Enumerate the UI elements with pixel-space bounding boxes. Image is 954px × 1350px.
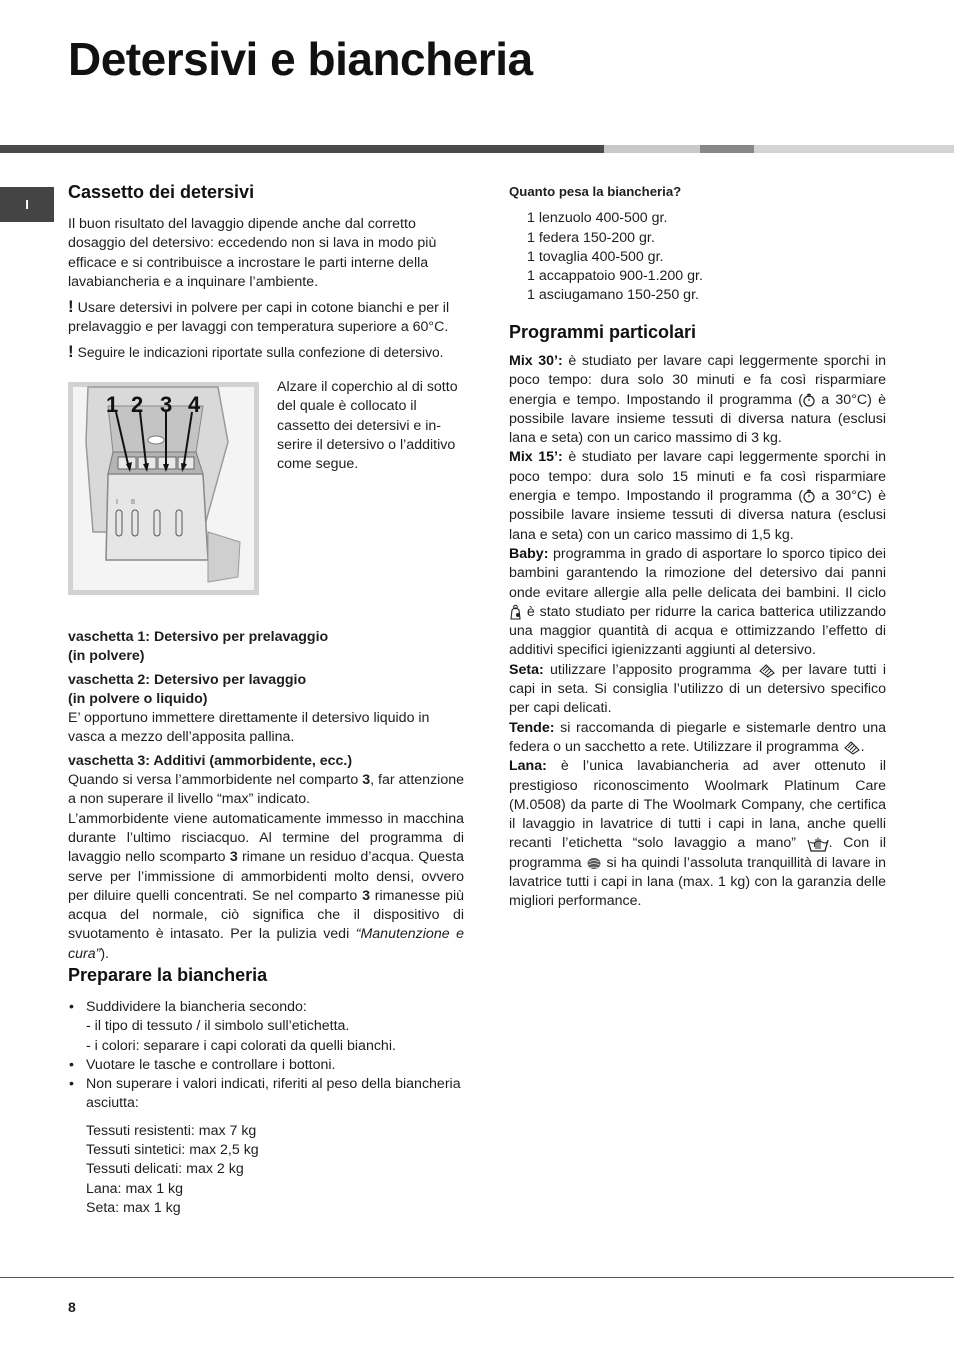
page-title: Detersivi e biancheria bbox=[68, 33, 533, 85]
limit-item: Tessuti resistenti: max 7 kg bbox=[86, 1122, 257, 1139]
compartment-1-title-b: (in polvere) bbox=[68, 648, 145, 665]
prepare-section bbox=[68, 965, 464, 1218]
limit-item: Lana: max 1 kg bbox=[86, 1180, 184, 1197]
mix-program-icon bbox=[803, 489, 815, 503]
language-tab: I bbox=[0, 187, 54, 222]
comp3-text-b: , far attenzione a non superare il livello “max” indicato. bbox=[68, 772, 464, 808]
seta-text-b: per lavare tutti i capi in seta. Si consiglia l’utilizzo di un detersivo specifico per capi delicati. bbox=[509, 661, 886, 717]
mix30-label: Mix 30’: bbox=[509, 353, 563, 369]
seta-label: Seta: bbox=[509, 661, 544, 678]
tende-text-a: si raccomanda di piegarle e sistemarle dentro una federa o un sacchetto a rete. Utilizzare il programma bbox=[509, 719, 886, 755]
mix15-label: Mix 15’: bbox=[509, 449, 563, 466]
drawer-intro: Il buon risultato del lavaggio dipende anche dal corretto dosaggio del detersivo: eccedendo non si lava in modo più efficace e si contribuisce a incrostare le parti interne della lavabiancheria e a inquinare l’ambiente. bbox=[68, 216, 437, 290]
bullet-3-text: Non superare i valori indicati, riferiti al peso della biancheria asciutta: bbox=[86, 1076, 461, 1112]
programs-heading: Programmi particolari bbox=[509, 322, 697, 342]
prepare-sub-2: - i colori: separare i capi colorati da quelli bianchi. bbox=[86, 1037, 396, 1054]
comp3-num: 3 bbox=[362, 772, 371, 789]
program-seta bbox=[509, 661, 886, 719]
baby-label: Baby: bbox=[509, 545, 549, 562]
weights-list bbox=[509, 209, 889, 305]
figure-label-3: 3 bbox=[160, 392, 173, 417]
limit-item: Tessuti delicati: max 2 kg bbox=[86, 1161, 244, 1178]
compartment-1-title-a: vaschetta 1: Detersivo per prelavaggio bbox=[68, 629, 329, 645]
baby-text-a: programma in grado di asportare lo sporco tipico dei bambini garantendo la rimozione del detersivo dai panni onde evitare allergie alla pelle delicata dei bambini. Il ciclo bbox=[509, 545, 886, 601]
comp3-num: 3 bbox=[229, 849, 238, 866]
compartment-3-text-2 bbox=[68, 810, 464, 964]
bullet-1-text: Suddividere la biancheria secondo: bbox=[86, 999, 307, 1015]
compartment-2-title-b: (in polvere o liquido) bbox=[68, 690, 208, 707]
program-mix15 bbox=[509, 448, 886, 544]
warning-icon: ! bbox=[68, 297, 74, 317]
mix15-text-b: a 30°C) è possibile lavare insieme tessuti di diversa natura (esclusi lana e seta) con un carico massimo di 1,5 kg. bbox=[509, 488, 887, 543]
tende-text-b: . bbox=[860, 738, 865, 755]
tende-label: Tende: bbox=[509, 719, 555, 736]
weight-item: 1 tovaglia 400-500 gr. bbox=[527, 248, 664, 265]
prepare-bullet-2 bbox=[68, 1056, 464, 1075]
mix30-text-b: a 30°C) è possibile lavare insieme tessuti di diversa natura (esclusi lana e seta) con un carico massimo di 3 kg. bbox=[509, 391, 887, 447]
limit-item: Seta: max 1 kg bbox=[86, 1199, 181, 1216]
compartment-2-text: E’ opportuno immettere direttamente il detersivo liquido in vasca a mezzo dell’apposita pallina. bbox=[68, 710, 430, 746]
weight-item: 1 accappatoio 900-1.200 gr. bbox=[527, 268, 703, 285]
compartments bbox=[68, 628, 464, 964]
prepare-heading: Preparare la biancheria bbox=[68, 965, 268, 985]
lana-text-b: . Con il programma bbox=[509, 835, 886, 871]
footer-rule bbox=[0, 1277, 954, 1278]
prepare-bullet-1 bbox=[68, 998, 464, 1017]
comp3-text-a: Quando si versa l’ammorbidente nel comparto bbox=[68, 772, 363, 789]
drawer-heading: Cassetto dei detersivi bbox=[68, 182, 255, 202]
baby-program-icon bbox=[509, 604, 522, 620]
comp3-text-d: rimane un residuo d’acqua. Questa serve per l’immissione di ammorbidenti molto densi, ovvero per diluire quelli concentrati. Se nel comparto bbox=[68, 849, 464, 904]
header-bar-mid bbox=[700, 145, 754, 153]
mix30-text-a: è studiato per lavare capi leggermente sporchi in poco tempo: dura solo 30 minuti e fa così risparmiare energia e tempo. Impostando il programma ( bbox=[509, 353, 887, 408]
lana-text-a: è l’unica lavabiancheria ad aver ottenuto il prestigioso riconoscimento Woolmark Platinum Care (M.0508) da parte di The Woolmark Company, che certifica il lavaggio in lavatrice di tutti i capi in lana, anche quelli recanti l’etichetta “solo lavaggio a mano” bbox=[509, 758, 886, 852]
header-bar-light-end bbox=[754, 145, 954, 153]
drawer-figure bbox=[68, 382, 259, 595]
figure-label-4: 4 bbox=[188, 392, 201, 417]
drawer-section bbox=[68, 182, 464, 362]
figure-label-1: 1 bbox=[106, 392, 119, 417]
bullet-2-text: Vuotare le tasche e controllare i bottoni. bbox=[86, 1056, 336, 1073]
header-bar-dark bbox=[0, 145, 604, 153]
prepare-list bbox=[68, 998, 464, 1017]
drawer-warning-2 bbox=[68, 342, 464, 362]
baby-text-b: è stato studiato per ridurre la carica batterica utilizzando una maggior quantità di acqua e ottimizzando l’effetto di additivi specifici igienizzanti aggiunti al detersivo. bbox=[509, 603, 886, 659]
prepare-list-2 bbox=[68, 1056, 464, 1114]
programs-section bbox=[509, 322, 886, 912]
program-tende bbox=[509, 719, 886, 758]
weight-limits bbox=[68, 1122, 464, 1218]
mix15-text-a: è studiato per lavare capi leggermente sporchi in poco tempo: dura solo 15 minuti e fa così risparmiare energia e tempo. Impostando il programma ( bbox=[509, 449, 887, 505]
limit-item: Tessuti sintetici: max 2,5 kg bbox=[86, 1142, 259, 1159]
lana-text-c: si ha quindi l’assoluta tranquillità di lavare in lavatrice tutti i capi in lana (max. 1 kg) con la garanzia delle migliori performance. bbox=[509, 854, 887, 910]
weight-item: 1 asciugamano 150-250 gr. bbox=[527, 287, 699, 304]
lana-label: Lana: bbox=[509, 758, 547, 775]
prepare-sub-1: - il tipo di tessuto / il simbolo sull’etichetta. bbox=[86, 1018, 350, 1035]
hand-wash-icon bbox=[807, 836, 829, 852]
program-baby bbox=[509, 545, 886, 661]
program-mix30 bbox=[509, 352, 886, 448]
weights-heading: Quanto pesa la biancheria? bbox=[509, 184, 682, 199]
weight-item: 1 lenzuolo 400-500 gr. bbox=[527, 210, 668, 227]
weight-item: 1 federa 150-200 gr. bbox=[527, 229, 655, 246]
mix-program-icon bbox=[803, 393, 815, 407]
comp3-num: 3 bbox=[362, 887, 370, 904]
warning-2-text: Seguire le indicazioni riportate sulla confezione di detersivo. bbox=[77, 344, 444, 360]
page-number: 8 bbox=[68, 1299, 76, 1315]
prepare-bullet-3 bbox=[68, 1075, 464, 1114]
maintenance-ref: “Manutenzione e cura” bbox=[68, 926, 465, 962]
comp3-text-e: rimanesse più acqua del normale, ciò significa che il dispositivo di svuotamento è intasato. Per la pulizia vedi bbox=[68, 887, 464, 943]
comp3-text-c: L’ammorbidente viene automaticamente immesso in macchina durante l’ultimo risciacquo. Al termine del programma di lavaggio nello scomparto bbox=[68, 810, 464, 866]
compartment-3-text-1 bbox=[68, 771, 464, 810]
svg-text:II: II bbox=[131, 499, 135, 506]
wool-program-icon bbox=[586, 856, 602, 870]
header-bar-light bbox=[604, 145, 700, 153]
program-lana bbox=[509, 757, 886, 911]
compartment-2-title-a: vaschetta 2: Detersivo per lavaggio bbox=[68, 671, 307, 688]
figure-caption: Alzare il coperchio al di sotto del quale è collocato il cassetto dei detersivi e in-serire il detersivo o l’additivo come segue. bbox=[277, 379, 458, 473]
comp3-end: ). bbox=[100, 945, 109, 962]
drawer-warning-1 bbox=[68, 297, 464, 338]
warning-icon: ! bbox=[68, 341, 74, 361]
compartment-3-title: vaschetta 3: Additivi (ammorbidente, ecc.) bbox=[68, 752, 353, 769]
warning-1-text: Usare detersivi in polvere per capi in cotone bianchi e per il prelavaggio e per lavaggi con temperatura superiore a 60°C. bbox=[68, 300, 450, 336]
svg-text:I: I bbox=[116, 499, 118, 506]
weights-section bbox=[509, 182, 889, 306]
seta-text-a: utilizzare l’apposito programma bbox=[543, 661, 758, 678]
figure-label-2: 2 bbox=[131, 392, 144, 417]
silk-program-icon bbox=[758, 663, 776, 678]
silk-program-icon bbox=[843, 740, 861, 755]
